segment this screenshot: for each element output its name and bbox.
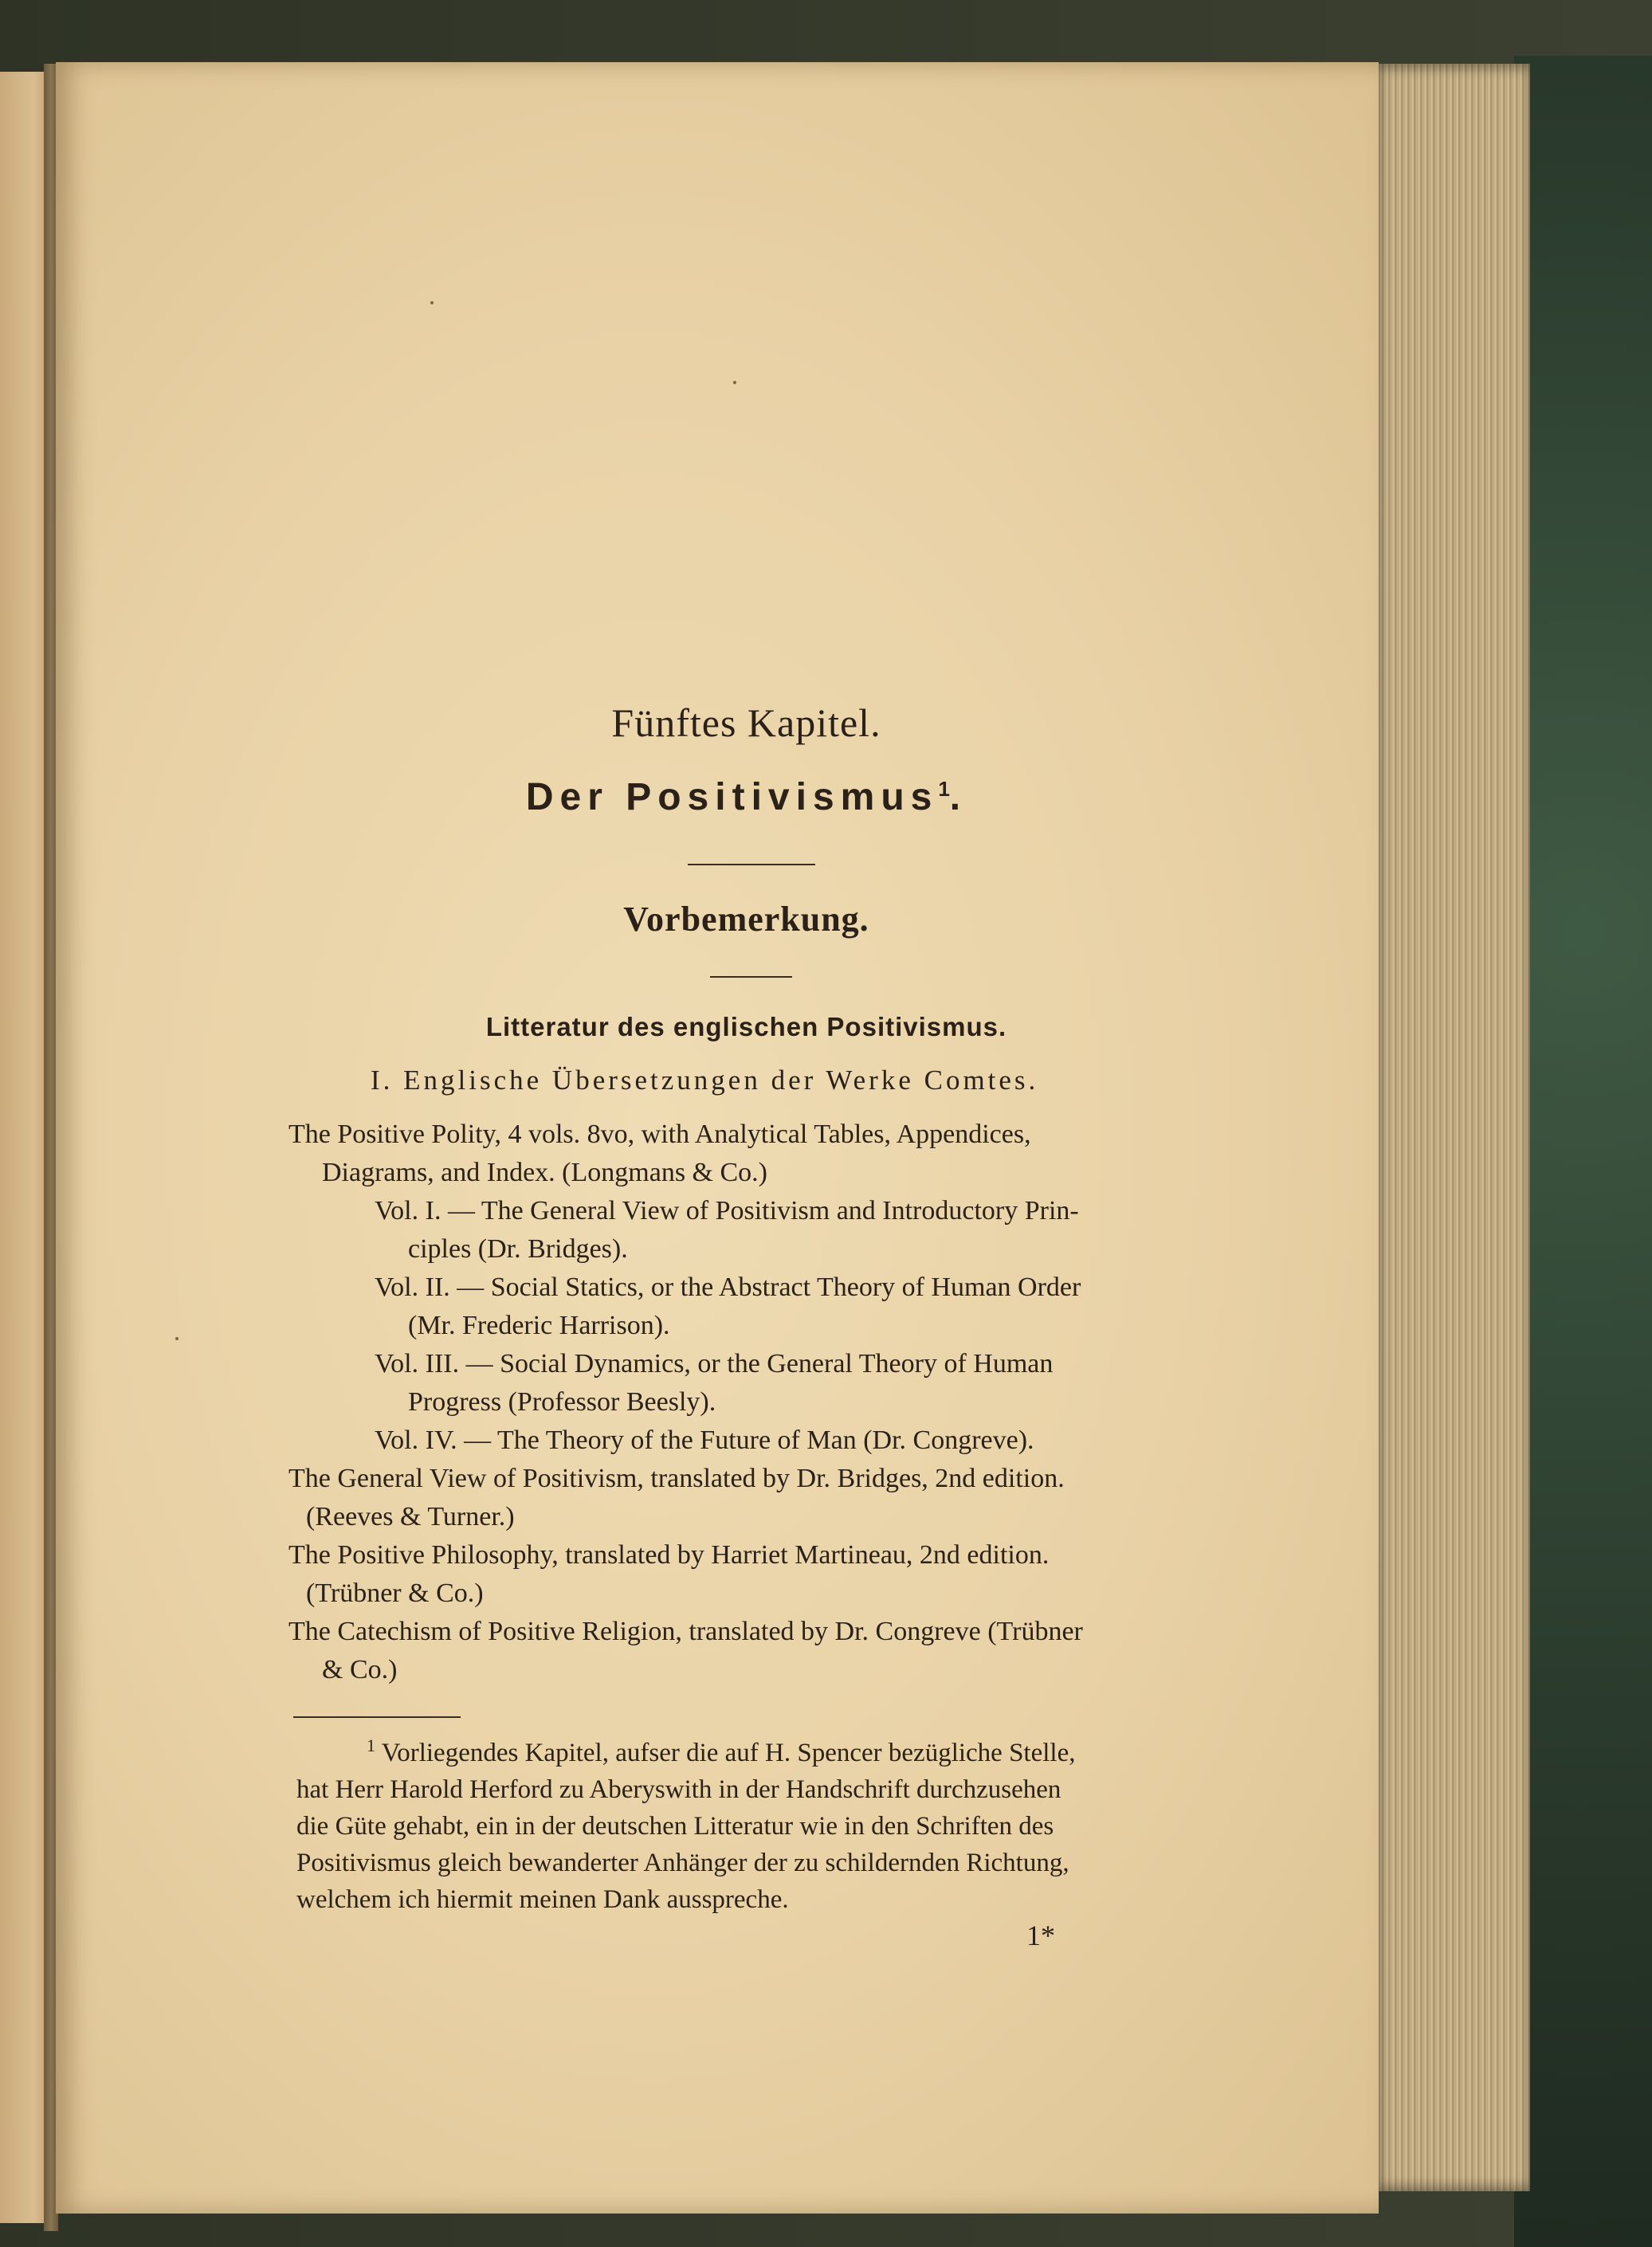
entry-line: ciples (Dr. Bridges). <box>408 1234 628 1264</box>
bibliography-entry <box>288 1460 1219 1536</box>
section-heading: I. Englische Übersetzungen der Werke Comtes. <box>371 1065 1039 1096</box>
entry-line: The General View of Positivism, translated by Dr. Bridges, 2nd edition. <box>288 1464 1065 1493</box>
bibliography-entry <box>288 1116 1219 1192</box>
divider-rule <box>710 976 792 978</box>
footnote-line <box>296 1727 1230 1771</box>
volume-entry <box>375 1422 1219 1460</box>
preface-heading: Vorbemerkung. <box>623 900 869 939</box>
entry-line: Vol. III. — Social Dynamics, or the General Theory of Human <box>375 1349 1054 1378</box>
paper-speck <box>733 381 736 384</box>
book-page <box>56 62 1379 2214</box>
footnote-text: Vorliegendes Kapitel, aufser die auf H. Spencer bezügliche Stelle, <box>381 1739 1076 1767</box>
footnote-line: welchem ich hiermit meinen Dank ausspreche. <box>296 1885 789 1914</box>
entry-line: Progress (Professor Beesly). <box>408 1387 716 1417</box>
entry-line: & Co.) <box>322 1655 398 1684</box>
footnote-line: Positivismus gleich bewanderter Anhänger der zu schildernden Richtung, <box>296 1849 1069 1877</box>
volume-entry <box>375 1345 1219 1422</box>
entry-line: The Catechism of Positive Religion, translated by Dr. Congreve (Trübner <box>288 1617 1083 1646</box>
entry-line: Vol. IV. — The Theory of the Future of Man (Dr. Congreve). <box>375 1425 1034 1455</box>
entry-line: Diagrams, and Index. (Longmans & Co.) <box>322 1158 767 1187</box>
chapter-title <box>56 775 1437 819</box>
footnote-line: hat Herr Harold Herford zu Aberyswith in der Handschrift durchzusehen <box>296 1775 1061 1804</box>
signature-mark: 1* <box>1026 1920 1055 1951</box>
chapter-title-text: Der Positivismus <box>525 776 939 818</box>
bibliography-entry <box>288 1536 1219 1613</box>
entry-line: The Positive Polity, 4 vols. 8vo, with Analytical Tables, Appendices, <box>288 1120 1031 1149</box>
paper-speck <box>430 301 434 304</box>
volume-entry <box>375 1192 1219 1269</box>
entry-line: Vol. I. — The General View of Positivism and Introductory Prin- <box>375 1196 1079 1225</box>
footnote-line: die Güte gehabt, ein in der deutschen Litteratur wie in den Schriften des <box>296 1812 1054 1841</box>
bibliography-entry <box>288 1613 1219 1689</box>
footnote-rule <box>293 1716 461 1718</box>
entry-line: (Trübner & Co.) <box>306 1578 484 1608</box>
footnote <box>296 1727 1230 1918</box>
entry-line: (Mr. Frederic Harrison). <box>408 1311 670 1340</box>
chapter-label: Fünftes Kapitel. <box>611 700 881 745</box>
book-cover-board <box>1514 56 1652 2247</box>
entry-line: (Reeves & Turner.) <box>306 1502 515 1531</box>
volume-entry <box>375 1269 1219 1345</box>
paper-speck <box>175 1337 179 1340</box>
chapter-title-footnote-mark: 1 <box>938 777 950 801</box>
divider-rule <box>688 864 815 865</box>
page-block-edges <box>1379 64 1530 2191</box>
literature-heading: Litteratur des englischen Positivismus. <box>485 1012 1007 1041</box>
chapter-title-end: . <box>949 776 967 818</box>
entry-line: The Positive Philosophy, translated by Harriet Martineau, 2nd edition. <box>288 1540 1050 1570</box>
entry-line: Vol. II. — Social Statics, or the Abstract Theory of Human Order <box>375 1273 1081 1302</box>
footnote-mark: 1 <box>367 1735 375 1755</box>
